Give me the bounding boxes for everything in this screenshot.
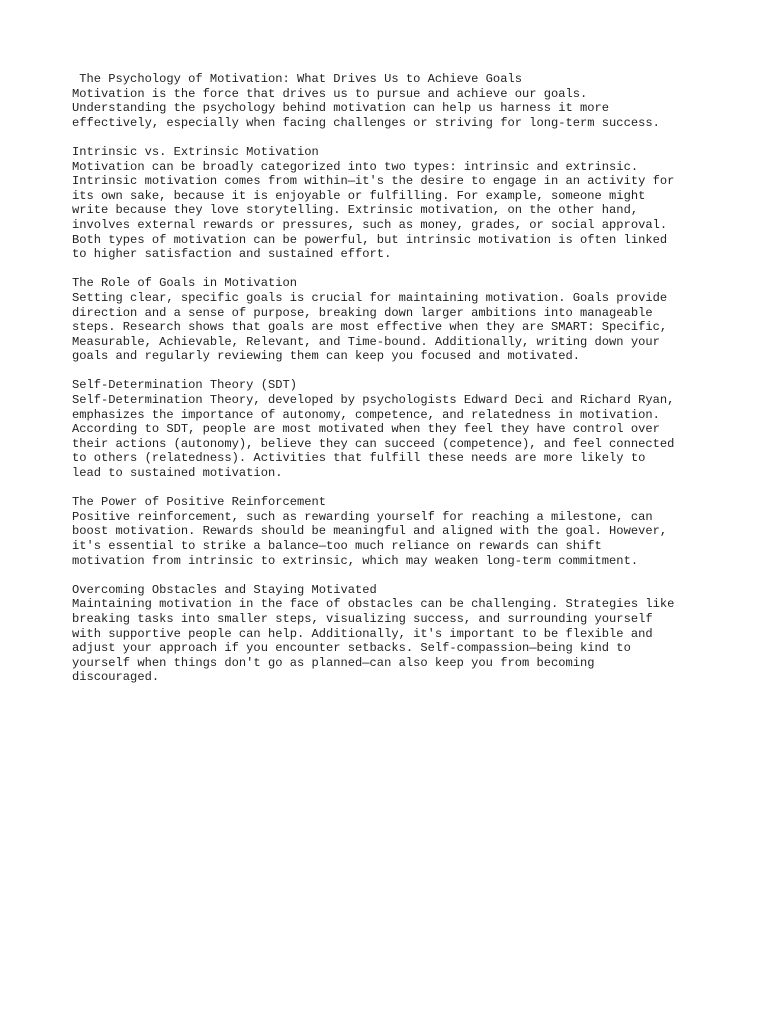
section-body: Maintaining motivation in the face of obstacles can be challenging. Strategies like breaking tasks into smaller steps, visualizing success, and surrounding yourself with supportive people can help. Additionally, it's important to be flexible and adjust your approach if you encounter setbacks. Self-compassion—being kind to yourself when things don't go as planned—can also keep you from becoming discouraged. bbox=[72, 597, 675, 685]
section-heading: Intrinsic vs. Extrinsic Motivation bbox=[72, 144, 319, 159]
document-title: The Psychology of Motivation: What Drives Us to Achieve Goals bbox=[72, 72, 522, 86]
section-heading: Overcoming Obstacles and Staying Motivated bbox=[72, 582, 377, 597]
section-self-determination-theory bbox=[72, 378, 712, 480]
document-page bbox=[72, 72, 712, 685]
intro-paragraph: Motivation is the force that drives us to pursue and achieve our goals. Understanding the psychology behind motivation can help us harness it more effectively, especially when facing challenges or striving for long-term success. bbox=[72, 86, 660, 130]
section-heading: The Role of Goals in Motivation bbox=[72, 276, 297, 291]
section-body: Self-Determination Theory, developed by psychologists Edward Deci and Richard Ryan, emphasizes the importance of autonomy, competence, and relatedness in motivation. According to SDT, people are most motivated when they feel they have control over their actions (autonomy), believe they can succeed (competence), and feel connected to others (relatedness). Activities that fulfill these needs are more likely to lead to sustained motivation. bbox=[72, 393, 675, 481]
section-body: Positive reinforcement, such as rewarding yourself for reaching a milestone, can boost motivation. Rewards should be meaningful and aligned with the goal. However, it's essential to strike a balance—too much reliance on rewards can shift motivation from intrinsic to extrinsic, which may weaken long-term commitment. bbox=[72, 509, 668, 568]
section-positive-reinforcement bbox=[72, 495, 712, 568]
section-body: Setting clear, specific goals is crucial for maintaining motivation. Goals provide direction and a sense of purpose, breaking down larger ambitions into manageable steps. Research shows that goals are most effective when they are SMART: Specific, Measurable, Achievable, Relevant, and Time-bound. Additionally, writing down your goals and regularly reviewing them can keep you focused and motivated. bbox=[72, 290, 668, 364]
section-overcoming-obstacles bbox=[72, 583, 712, 685]
section-intrinsic-extrinsic bbox=[72, 145, 712, 262]
section-heading: Self-Determination Theory (SDT) bbox=[72, 378, 297, 393]
section-body: Motivation can be broadly categorized into two types: intrinsic and extrinsic. Intrinsic motivation comes from within—it's the desire to engage in an activity for its own sake, because it is enjoyable or fulfilling. For example, someone might write because they love storytelling. Extrinsic motivation, on the other hand, involves external rewards or pressures, such as money, grades, or social approval. Both types of motivation can be powerful, but intrinsic motivation is often linked to higher satisfaction and sustained effort. bbox=[72, 159, 675, 262]
section-role-of-goals bbox=[72, 276, 712, 364]
section-heading: The Power of Positive Reinforcement bbox=[72, 495, 327, 510]
